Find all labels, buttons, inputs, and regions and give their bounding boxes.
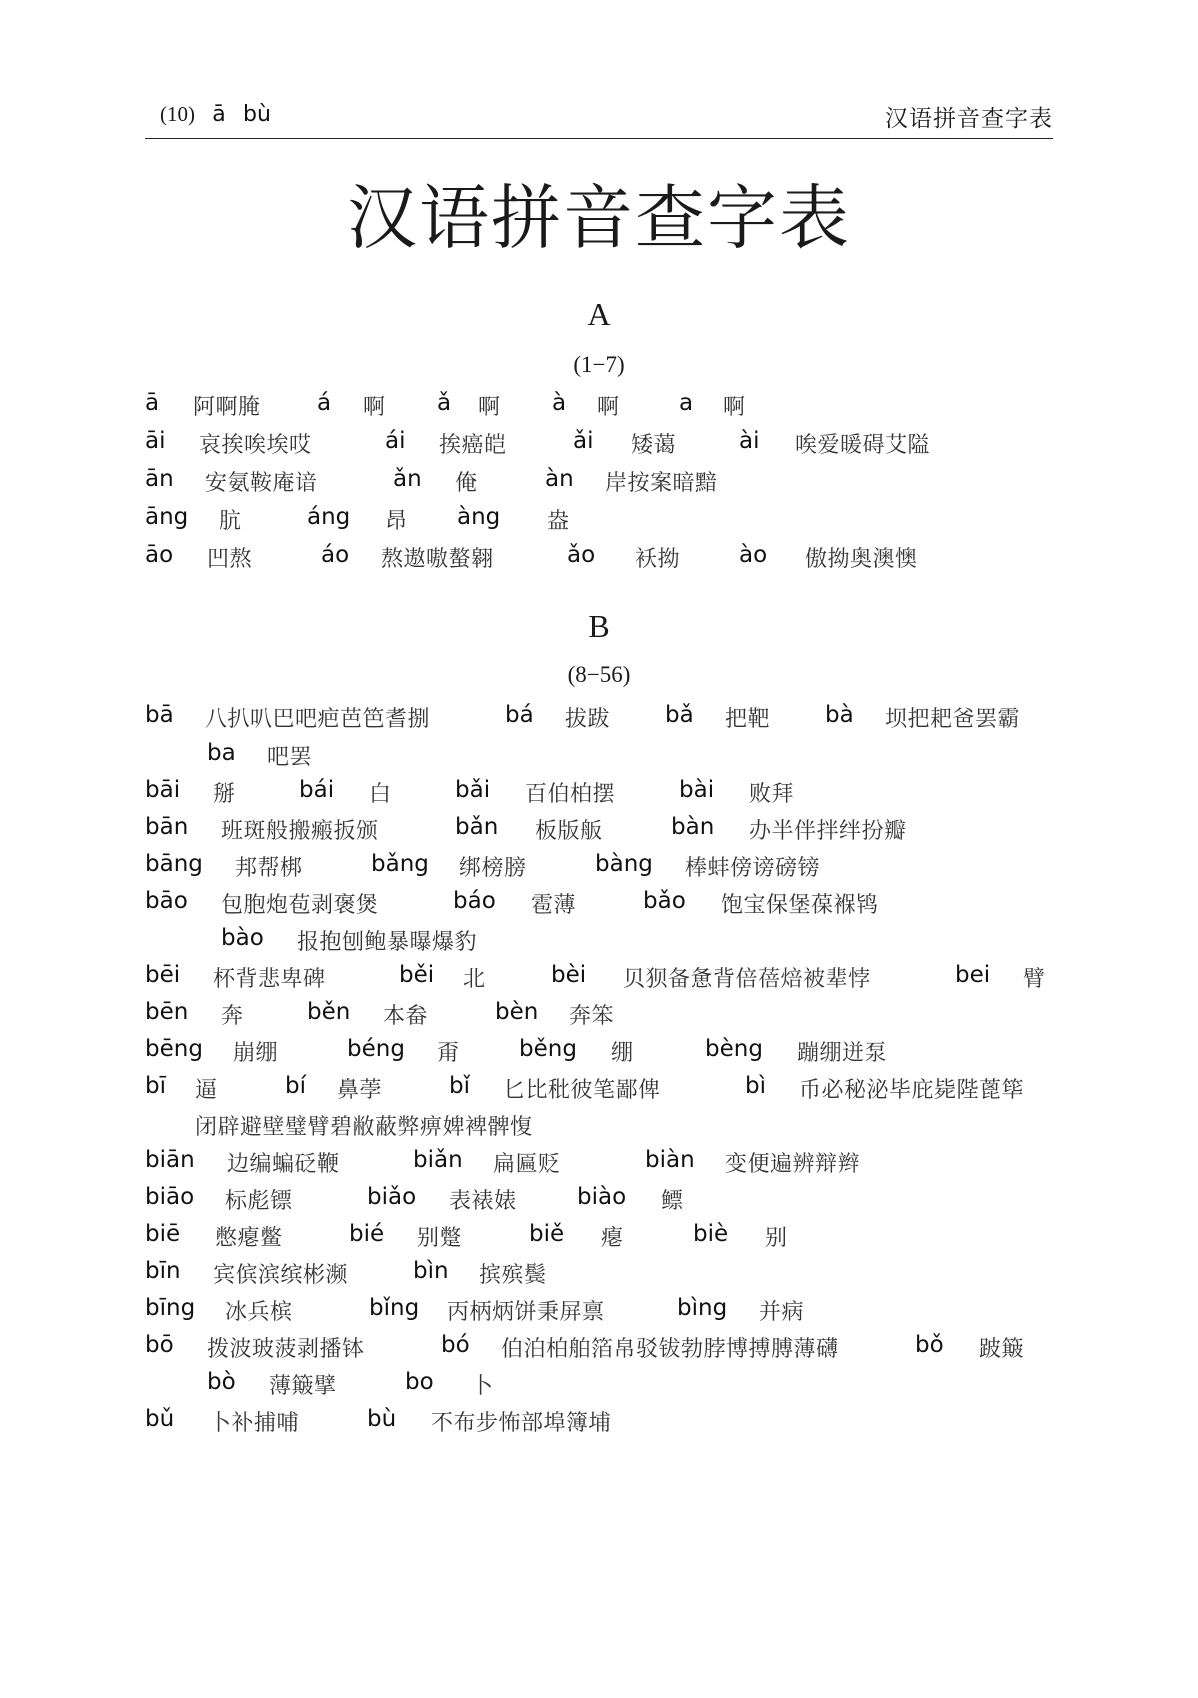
characters: 八扒叭巴吧疤芭笆耆捌 <box>205 707 431 732</box>
pinyin: biē <box>145 1221 181 1247</box>
pinyin: bàng <box>595 851 653 877</box>
characters: 吧罢 <box>267 745 313 770</box>
characters: 奔 <box>221 1004 244 1029</box>
characters: 办半伴拌绊扮瓣 <box>749 819 907 844</box>
characters: 扁匾贬 <box>493 1152 561 1177</box>
characters: 宾傧滨缤彬濒 <box>213 1263 349 1288</box>
pinyin: bá <box>505 702 534 728</box>
characters: 啊 <box>597 395 620 420</box>
pinyin: bān <box>145 814 189 840</box>
characters: 熬遨嗷螯翱 <box>381 547 494 572</box>
characters: 不布步怖部埠簿埔 <box>431 1411 612 1436</box>
characters: 坝把耙爸罢霸 <box>885 707 1021 732</box>
pinyin: běi <box>399 962 435 988</box>
pinyin: biān <box>145 1147 195 1173</box>
pinyin: a <box>679 390 694 416</box>
characters: 绑榜膀 <box>459 856 527 881</box>
characters: 闭辟避壁璧臂碧敝蔽弊痹婢裨髀愎 <box>195 1115 533 1140</box>
pinyin: àng <box>457 504 501 530</box>
characters: 啊 <box>723 395 746 420</box>
section-letter-b: B <box>588 608 610 644</box>
characters: 崩绷 <box>233 1041 279 1066</box>
pinyin: bèn <box>495 999 539 1025</box>
characters: 挨癌皑 <box>439 433 507 458</box>
pinyin: biǎo <box>367 1184 417 1210</box>
pinyin: bīng <box>145 1295 196 1321</box>
characters: 卜 <box>471 1374 494 1399</box>
characters: 币必秘泌毕庇毙陛蓖筚 <box>799 1078 1025 1103</box>
pinyin: bí <box>285 1073 306 1099</box>
pinyin: biě <box>529 1221 565 1247</box>
pinyin: á <box>317 390 332 416</box>
characters: 鼻荸 <box>337 1078 383 1103</box>
pinyin: bǔ <box>145 1406 175 1432</box>
characters: 边编蝙砭鞭 <box>227 1152 340 1177</box>
pinyin: ān <box>145 466 174 492</box>
pinyin: ào <box>739 542 768 568</box>
characters: 袄拗 <box>635 547 681 572</box>
pinyin: bēi <box>145 962 181 988</box>
pinyin: béng <box>347 1036 405 1062</box>
pinyin: bó <box>441 1332 470 1358</box>
pinyin: bìng <box>677 1295 728 1321</box>
characters: 卜补捕哺 <box>209 1411 300 1436</box>
pinyin: běn <box>307 999 351 1025</box>
pinyin: bo <box>405 1369 434 1395</box>
characters: 凹熬 <box>207 547 253 572</box>
characters: 别 <box>765 1226 788 1251</box>
pinyin: ǎi <box>573 428 594 454</box>
section-letter-a: A <box>587 296 611 332</box>
range-end: bù <box>242 102 271 127</box>
characters: 饱宝保堡葆褓鸨 <box>721 893 879 918</box>
pinyin: āo <box>145 542 174 568</box>
pinyin: bǐng <box>369 1295 420 1321</box>
pinyin: ái <box>385 428 406 454</box>
characters: 昂 <box>385 509 408 534</box>
pinyin: áng <box>307 504 351 530</box>
page-number: (10) <box>160 102 195 126</box>
pinyin: bèng <box>705 1036 763 1062</box>
pinyin: biào <box>577 1184 627 1210</box>
pinyin: bǒ <box>915 1332 944 1358</box>
pinyin: biè <box>693 1221 729 1247</box>
pinyin: bié <box>349 1221 385 1247</box>
characters: 班斑般搬瘢扳颁 <box>221 819 379 844</box>
characters: 啊 <box>478 395 501 420</box>
pinyin: ǎo <box>567 542 596 568</box>
characters: 傲拗奥澳懊 <box>805 547 918 572</box>
pinyin: àn <box>545 466 574 492</box>
characters: 棒蚌傍谤磅镑 <box>685 856 821 881</box>
pinyin: bēng <box>145 1036 203 1062</box>
characters: 板版舨 <box>535 819 603 844</box>
characters: 跛簸 <box>979 1337 1025 1362</box>
characters: 杯背悲卑碑 <box>213 967 326 992</box>
pinyin: bō <box>145 1332 174 1358</box>
characters: 报抱刨鲍暴曝爆豹 <box>297 930 478 955</box>
characters: 摈殡鬓 <box>479 1263 547 1288</box>
characters: 贝狈备惫背倍蓓焙被辈悖 <box>623 967 871 992</box>
page-title: 汉语拼音查字表 <box>347 177 851 259</box>
characters: 本畚 <box>383 1004 429 1029</box>
characters: 掰 <box>213 782 236 807</box>
characters: 百伯柏摆 <box>525 782 616 807</box>
characters: 憋瘪鳖 <box>215 1226 283 1251</box>
pinyin: bù <box>367 1406 397 1432</box>
characters: 白 <box>369 782 392 807</box>
characters: 肮 <box>219 509 242 534</box>
characters: 并病 <box>759 1300 805 1325</box>
characters: 奔笨 <box>569 1004 615 1029</box>
pinyin: bā <box>145 702 174 728</box>
pinyin: bà <box>825 702 854 728</box>
pinyin: bì <box>745 1073 766 1099</box>
pinyin: bǎn <box>455 814 499 840</box>
pinyin: bái <box>299 777 335 803</box>
pinyin: bàn <box>671 814 715 840</box>
pinyin: bǎo <box>643 888 686 914</box>
characters: 鳔 <box>661 1189 684 1214</box>
characters: 矮蔼 <box>631 433 677 458</box>
characters: 蹦绷迸泵 <box>797 1041 888 1066</box>
characters: 绷 <box>611 1041 634 1066</box>
characters: 逼 <box>195 1078 218 1103</box>
pinyin: ài <box>739 428 760 454</box>
pinyin: bāi <box>145 777 181 803</box>
pinyin: ǎ <box>437 390 452 416</box>
pinyin: bǎi <box>455 777 491 803</box>
pinyin: biǎn <box>413 1147 463 1173</box>
characters: 把靶 <box>725 707 771 732</box>
characters: 别蹩 <box>417 1226 463 1251</box>
pinyin: bìn <box>413 1258 449 1284</box>
characters: 匕比秕彼笔鄙俾 <box>503 1078 661 1103</box>
characters: 雹薄 <box>531 893 577 918</box>
characters: 安氨鞍庵谙 <box>205 471 318 496</box>
section-pages-b: (8−56) <box>567 662 631 687</box>
characters: 拔跋 <box>565 707 611 732</box>
running-title: 汉语拼音查字表 <box>885 106 1053 132</box>
characters: 岸按案暗黯 <box>605 471 718 496</box>
pinyin: bǎ <box>665 702 694 728</box>
characters: 拨波玻菠剥播钵 <box>207 1337 365 1362</box>
pinyin: běng <box>519 1036 577 1062</box>
pinyin: āi <box>145 428 166 454</box>
characters: 哀挨唉埃哎 <box>199 433 312 458</box>
pinyin: ǎn <box>393 466 422 492</box>
pinyin: bǎng <box>371 851 429 877</box>
characters: 盎 <box>547 509 570 534</box>
pinyin: áo <box>321 542 350 568</box>
page-header <box>145 98 1053 139</box>
characters: 邦帮梆 <box>235 856 303 881</box>
pinyin: bei <box>955 962 991 988</box>
pinyin: bào <box>221 925 264 951</box>
characters: 败拜 <box>749 782 795 807</box>
pinyin: biāo <box>145 1184 195 1210</box>
pinyin: bīn <box>145 1258 181 1284</box>
characters: 表裱婊 <box>449 1189 517 1214</box>
characters: 俺 <box>455 471 478 496</box>
pinyin: bò <box>207 1369 236 1395</box>
characters: 标彪镖 <box>225 1189 293 1214</box>
characters: 北 <box>463 967 486 992</box>
pinyin: bēn <box>145 999 189 1025</box>
characters: 阿啊腌 <box>193 395 261 420</box>
pinyin: bāo <box>145 888 188 914</box>
characters: 伯泊柏舶箔帛驳钹勃脖博搏膊薄礴 <box>501 1337 839 1362</box>
characters: 冰兵槟 <box>225 1300 293 1325</box>
pinyin: āng <box>145 504 189 530</box>
pinyin: báo <box>453 888 496 914</box>
pinyin: bèi <box>551 962 587 988</box>
pinyin: bài <box>679 777 715 803</box>
pinyin: bāng <box>145 851 203 877</box>
characters: 包胞炮苞剥褒煲 <box>221 893 379 918</box>
pinyin: à <box>552 390 567 416</box>
characters: 变便遍辨辩辫 <box>725 1152 861 1177</box>
pinyin: bī <box>145 1073 166 1099</box>
header-page-range <box>160 102 271 127</box>
characters: 瘪 <box>601 1226 624 1251</box>
pinyin: ba <box>207 740 236 766</box>
range-start: ā <box>212 102 226 127</box>
pinyin: ā <box>145 390 160 416</box>
pinyin: biàn <box>645 1147 695 1173</box>
characters: 丙柄炳饼秉屏禀 <box>447 1300 605 1325</box>
characters: 臂 <box>1023 967 1046 992</box>
section-pages-a: (1−7) <box>573 352 625 377</box>
characters: 啊 <box>363 395 386 420</box>
pinyin: bǐ <box>449 1073 470 1099</box>
characters: 唉爱暖碍艾隘 <box>795 433 931 458</box>
characters: 薄簸擘 <box>269 1374 337 1399</box>
characters: 甭 <box>437 1041 460 1066</box>
